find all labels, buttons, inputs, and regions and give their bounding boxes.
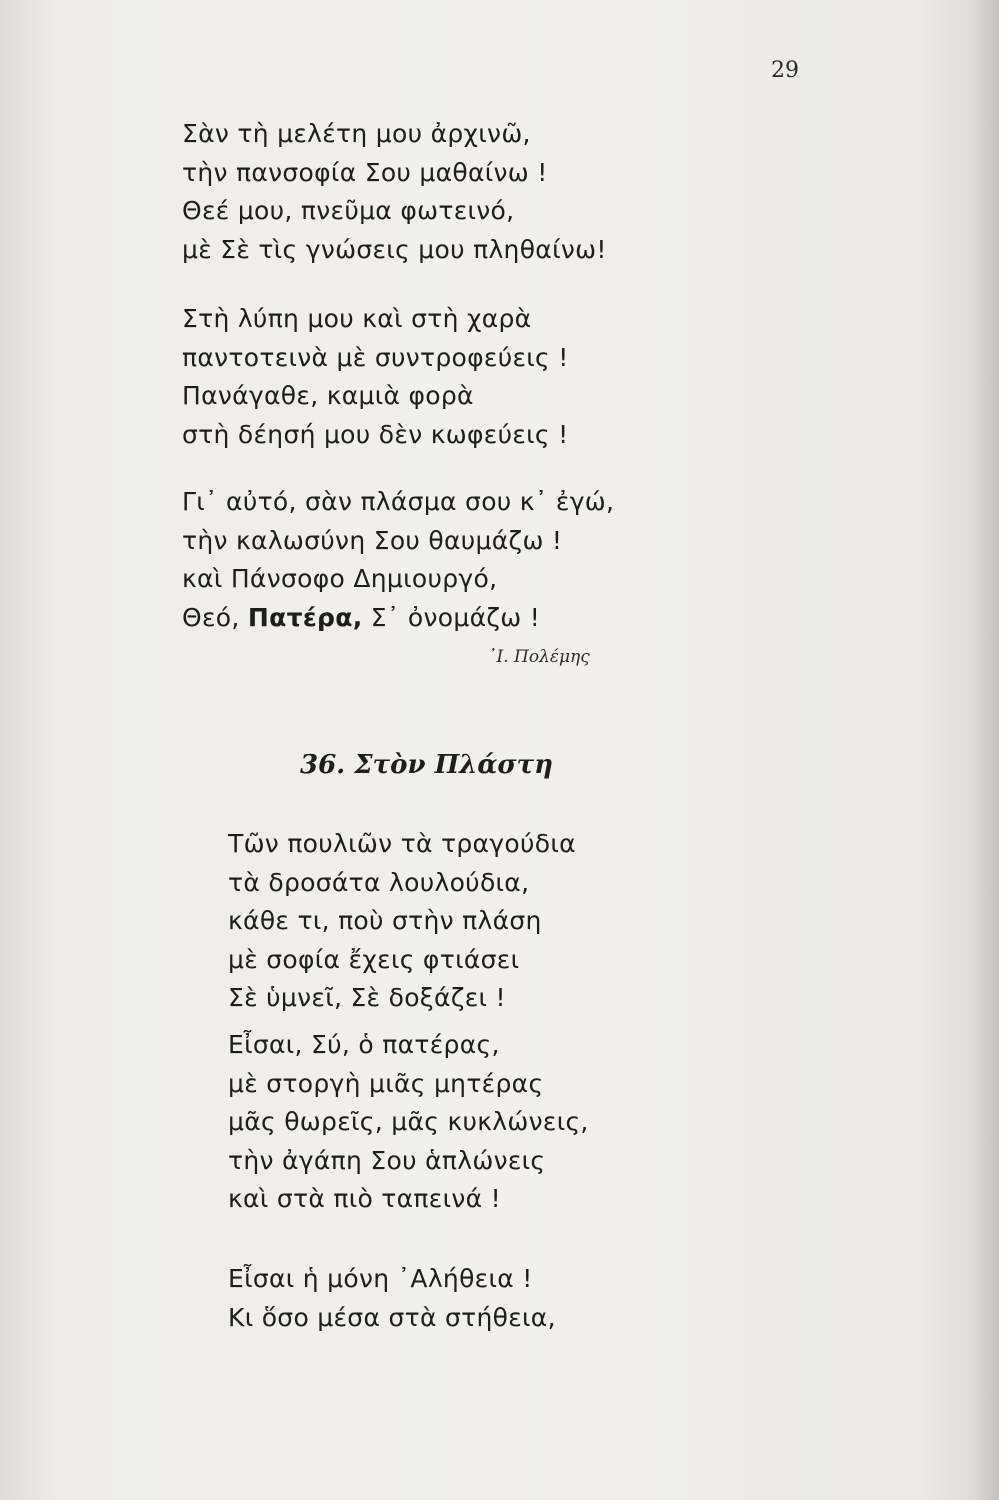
- poem-title: 36. Στὸν Πλάστη: [300, 750, 553, 780]
- poem-line: Γι᾿ αὐτό, σὰν πλάσμα σου κ᾿ ἐγώ,: [182, 487, 615, 516]
- poem-line: Σὰν τὴ μελέτη μου ἀρχινῶ,: [182, 119, 531, 148]
- poem-line: Στὴ λύπη μου καὶ στὴ χαρὰ: [182, 304, 532, 333]
- poem-line: στὴ δέησή μου δὲν κωφεύεις !: [182, 419, 569, 449]
- stanza-2: [182, 300, 569, 454]
- poem-line: τὴν καλωσύνη Σου θαυμάζω !: [182, 525, 563, 555]
- poem-line: Πανάγαθε, καμιὰ φορὰ: [182, 381, 474, 410]
- emphasized-word: Πατέρα,: [247, 602, 363, 632]
- poem-line: Κι ὅσο μέσα στὰ στήθεια,: [228, 1302, 556, 1332]
- poem-line: Τῶν πουλιῶν τὰ τραγούδια: [228, 829, 576, 858]
- poem-line: μὲ στοργὴ μιᾶς μητέρας: [228, 1068, 544, 1098]
- poem-line: Θεέ μου, πνεῦμα φωτεινό,: [182, 196, 515, 225]
- poem-line: μὲ σοφία ἔχεις φτιάσει: [228, 944, 520, 974]
- poem-line: παντοτεινὰ μὲ συντροφεύεις !: [182, 342, 569, 372]
- line-start: Θεό,: [182, 602, 248, 632]
- poem-line: μᾶς θωρεῖς, μᾶς κυκλώνεις,: [228, 1107, 589, 1136]
- poem-line: τὴν πανσοφία Σου μαθαίνω !: [182, 157, 548, 187]
- stanza-3: [182, 483, 614, 637]
- page-number: 29: [771, 58, 799, 83]
- stanza-5: [228, 1026, 589, 1219]
- poem-line: καὶ Πάνσοφο Δημιουργό,: [182, 564, 498, 593]
- poem-line: κάθε τι, ποὺ στὴν πλάση: [228, 906, 542, 935]
- poem-line: μὲ Σὲ τὶς γνώσεις μου πληθαίνω!: [182, 234, 607, 264]
- poem-line: τὴν ἀγάπη Σου ἁπλώνεις: [228, 1145, 546, 1175]
- stanza-6: [228, 1260, 556, 1337]
- poem-line: Σὲ ὑμνεῖ, Σὲ δοξάζει !: [228, 983, 506, 1012]
- page-edge-shadow: [971, 0, 999, 1500]
- author-signature: ᾿Ι. Πολέμης: [488, 647, 590, 667]
- line-end: Σ᾿ ὀνομάζω !: [362, 602, 541, 632]
- stanza-4: [228, 825, 576, 1018]
- poem-line: καὶ στὰ πιὸ ταπεινά !: [228, 1184, 501, 1213]
- poem-line: τὰ δροσάτα λουλούδια,: [228, 867, 530, 897]
- poem-line: Εἶσαι ἡ μόνη ᾿Αλήθεια !: [228, 1264, 533, 1293]
- poem-line-final: [182, 599, 614, 637]
- stanza-1: [182, 115, 607, 269]
- poem-line: Εἶσαι, Σύ, ὁ πατέρας,: [228, 1030, 500, 1059]
